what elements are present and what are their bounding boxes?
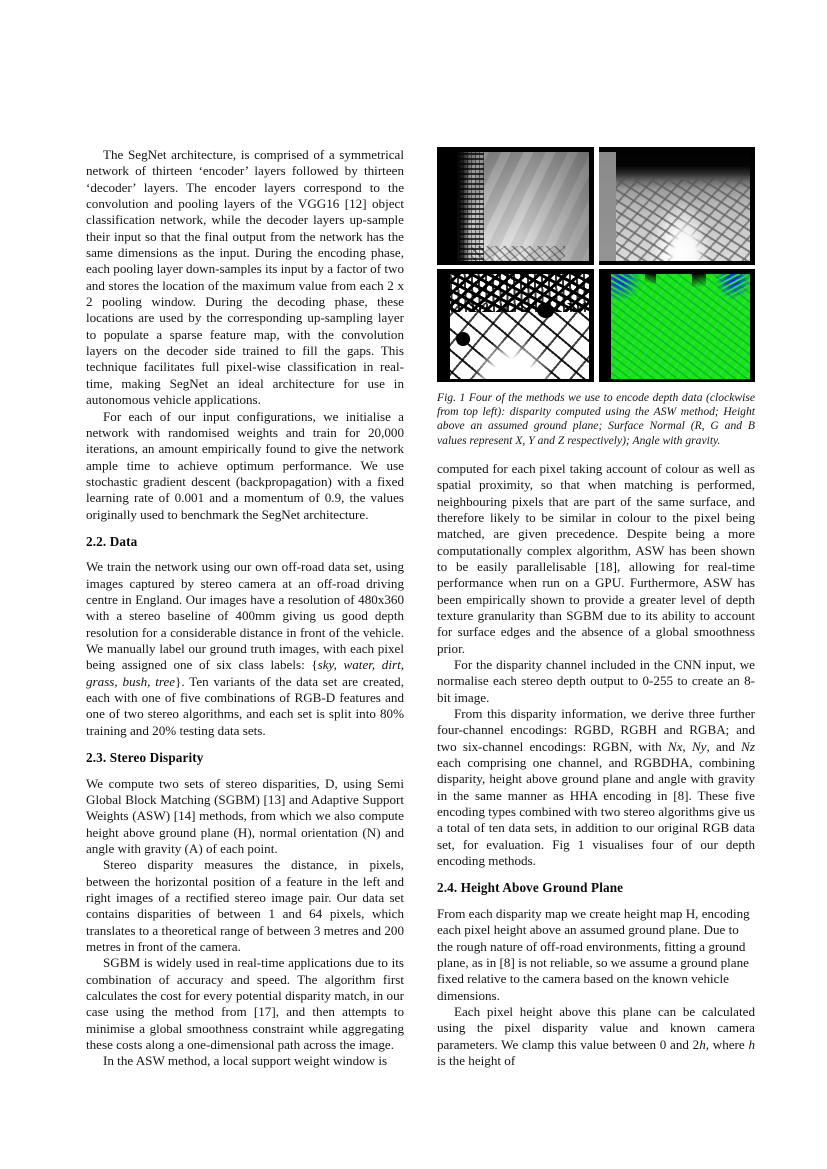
symbol-h-first: h xyxy=(699,1036,706,1052)
encodings-part1: From this disparity information, we derive three further four-channel encodings: RGBD, RGBH and RGBA; and two six-channel encodings: RGBN, with xyxy=(437,705,755,754)
data-class-labels: sky, water, dirt, grass, bush, tree xyxy=(86,657,404,689)
paragraph-disparity-normalise: For the disparity channel included in the CNN input, we normalise each stereo depth output to 0-255 to create an 8-bit image. xyxy=(437,656,755,705)
encoding-nz: Nz xyxy=(741,738,755,754)
figure-panel-angle-with-gravity xyxy=(437,269,594,382)
height-speckle xyxy=(616,178,755,265)
panel-matte-top xyxy=(437,147,594,152)
spacer xyxy=(437,448,755,461)
paragraph-asw-start: In the ASW method, a local support weight window is xyxy=(103,1053,388,1069)
data-text-part1: We train the network using our own off-road data set, using images captured by stereo camera at an off-road driving centre in England. Our images have a resolution of 480x360 with a stereo baseline of 400mm giving us good depth resolution for a considerable distance in front of the vehicle. We manually label our ground truth images, with each pixel being assigned one of six class labels: { xyxy=(86,559,404,673)
paragraph-asw-continued: computed for each pixel taking account of colour as well as spatial proximity, so that when matching is performed, neighbouring pixels that are part of the same surface, and therefore likely to be similar in colour to the pixel being matched, are given precedence. Despite being a more computationally complex algorithm, ASW has been shown to be easily parallelisable [18], allowing for real-time performance when run on a GPU. Furthermore, ASW has been empirically shown to provide a greater level of depth texture granularity than SGBM due to its ability to account for surface edges and the absence of a global smoothness prior. xyxy=(437,460,755,656)
encodings-part2: each comprising one channel, and RGBDHA, combining disparity, height above ground plane and angle with gravity in the same manner as HHA encoding in [8]. These five encoding types combined with two stereo algorithms give us a total of ten data sets, in addition to our original RGB data set, for evaluation. Fig 1 visualises four of our depth encoding methods. xyxy=(437,755,755,869)
spacer xyxy=(437,897,755,906)
figure-panel-disparity-asw xyxy=(437,147,594,265)
paragraph-training-config: For each of our input configurations, we initialise a network with randomised weights and train for 20,000 iterations, an amount empirically found to give the network ample time to achieve optimum performance. We use stochastic gradient descent (backpropagation) with a fixed learning rate of 0.001 and a momentum of 0.9, the values originally used to benchmark the SegNet architecture. xyxy=(86,408,404,522)
figure-1 xyxy=(437,147,755,448)
final-part1: Each pixel height above this plane can be calculated using the pixel disparity value and known camera parameters. We clamp this value between 0 and 2 xyxy=(437,1003,755,1052)
panel-matte-left xyxy=(599,269,612,382)
paragraph-height-map: From each disparity map we create height map H, encoding each pixel height above an assumed ground plane. Due to the rough nature of off-road environments, fitting a ground plane, as in [8] is not reliable, so we assume a ground plane fixed relative to the camera based on the known vehicle dimensions. xyxy=(437,905,750,1003)
encoding-nx: Nx xyxy=(667,738,683,754)
paragraph-data-set xyxy=(86,559,404,739)
figure-panel-surface-normal xyxy=(599,269,756,382)
figure-1-caption xyxy=(437,382,755,448)
angle-gravity-image xyxy=(437,269,594,382)
two-column-content xyxy=(86,147,755,1069)
panel-matte-right xyxy=(750,269,755,382)
paragraph-sgbm: SGBM is widely used in real-time applications due to its combination of accuracy and speed. The algorithm first calculates the cost for every potential disparity match, in our case using the method from [17], and then attempts to minimise a global smoothness constraint while aggregating these costs along a one-dimensional path across the image. xyxy=(86,955,404,1052)
panel-matte-left xyxy=(437,147,450,265)
right-column xyxy=(437,147,755,1069)
figure-caption-label: Fig. 1 xyxy=(437,391,466,404)
panel-matte-right xyxy=(750,147,755,265)
encoding-ny: Ny xyxy=(691,738,707,754)
heading-2-4-height-above-ground-plane: 2.4. Height Above Ground Plane xyxy=(437,880,624,896)
heading-2-2-data: 2.2. Data xyxy=(86,533,138,549)
height-left-band xyxy=(599,147,616,265)
heading-2-3-stereo-disparity: 2.3. Stereo Disparity xyxy=(86,750,204,766)
panel-matte-right xyxy=(589,147,594,265)
spacer xyxy=(437,869,755,880)
panel-matte-top xyxy=(599,147,756,152)
normal-blue-patch-right xyxy=(713,269,751,301)
panel-matte-top xyxy=(437,269,594,274)
final-part2: , where xyxy=(705,1036,749,1052)
panel-matte-right xyxy=(589,269,594,382)
disparity-asw-image xyxy=(437,147,594,265)
spacer xyxy=(86,767,404,776)
encodings-sep1: , xyxy=(682,738,692,754)
figure-panel-height-above-ground xyxy=(599,147,756,265)
panel-matte-bottom xyxy=(437,261,594,265)
paragraph-height-calculation xyxy=(437,1004,755,1069)
height-map-image xyxy=(599,147,756,265)
symbol-h-second: h xyxy=(748,1036,755,1052)
panel-matte-bottom xyxy=(599,261,756,265)
panel-matte-top xyxy=(599,269,756,274)
figure-caption-text xyxy=(437,382,755,448)
spacer xyxy=(86,550,404,559)
paragraph-encodings xyxy=(437,706,755,869)
panel-matte-left xyxy=(437,269,450,382)
panel-matte-bottom xyxy=(437,379,594,382)
figure-caption-body: Four of the methods we use to encode depth data (clockwise from top left): disparity computed using the ASW method; Height above an assumed ground plane; Surface Normal (R, G and B values represent X, Y and Z respectively); Angle with gravity. xyxy=(437,391,755,447)
spacer xyxy=(86,739,404,750)
encodings-sep2: , and xyxy=(706,738,742,754)
spacer xyxy=(86,523,404,534)
paragraph-stereo-measures: Stereo disparity measures the distance, in pixels, between the horizontal position of a feature in the left and right images of a rectified stereo image pair. Our data set contains disparities of between 1 and 64 pixels, which translates to a theoretical range of between 3 metres and 200 metres in front of the camera. xyxy=(86,857,404,954)
final-part3: is the height of xyxy=(437,1052,516,1068)
data-text-part2: }. Ten variants of the data set are created, each with one of five combinations of RGB-D features and one of two stereo algorithms, and each set is split into 80% training and 20% testing data sets. xyxy=(86,673,404,738)
paragraph-stereo-compute: We compute two sets of stereo disparities, D, using Semi Global Block Matching (SGBM) [13] and Adaptive Support Weights (ASW) [14] methods, from which we also compute height above ground plane (H), normal orientation (N) and angle with gravity (A) of each point. xyxy=(86,775,404,856)
panel-matte-bottom xyxy=(599,379,756,382)
figure-panel-grid xyxy=(437,147,755,382)
paragraph-segnet-architecture: The SegNet architecture, is comprised of a symmetrical network of thirteen ‘encoder’ layers followed by thirteen ‘decoder’ layers. The encoder layers correspond to the convolution and pooling layers of the VGG16 [12] object classification network, while the decoder layers up-sample their input so that the final output from the network has the same dimensions as the input. During the encoding phase, each pooling layer down-samples its input by a factor of two and stores the location of the maximum value from each 2 x 2 pooling window. During the decoding phase, these locations are used by the corresponding up-sampling layer to populate a sparse feature map, with the convolution layers on the decoder side trained to fill the gaps. This technique facilitates full pixel-wise classification in real-time, making SegNet an ideal architecture for use in autonomous vehicle applications. xyxy=(86,147,404,408)
left-column xyxy=(86,147,404,1070)
surface-normal-image xyxy=(599,269,756,382)
